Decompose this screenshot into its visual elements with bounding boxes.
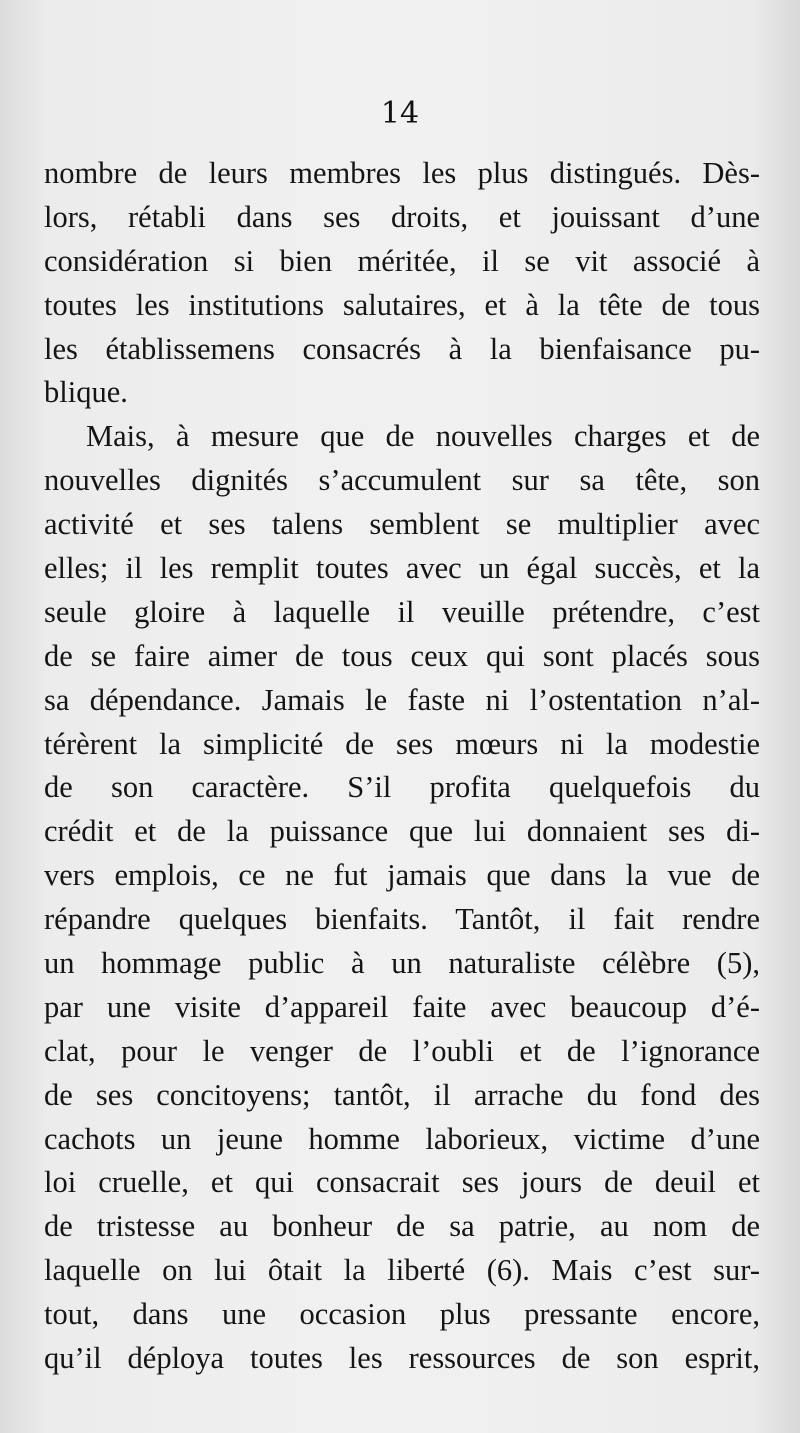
text-line: considération si bien méritée, il se vit associé à: [44, 243, 760, 278]
text-line: nombre de leurs membres les plus distingués. Dès-: [44, 156, 760, 190]
text-line: vers emplois, ce ne fut jamais que dans la vue de: [44, 858, 760, 893]
text-line: elles; il les remplit toutes avec un égal succès, et la: [44, 551, 760, 586]
text-line: activité et ses talens semblent se multiplier avec: [44, 507, 760, 542]
page-text: [44, 152, 760, 1381]
text-line: cachots un jeune homme laborieux, victime d’une: [44, 1121, 760, 1156]
text-line: blique.: [44, 375, 128, 410]
text-line: par une visite d’appareil faite avec beaucoup d’é-: [44, 989, 760, 1024]
text-line: laquelle on lui ôtait la liberté (6). Mais c’est sur-: [44, 1253, 760, 1288]
text-line: de se faire aimer de tous ceux qui sont placés sous: [44, 638, 760, 673]
text-line: Mais, à mesure que de nouvelles charges et de: [86, 419, 760, 454]
text-line: térèrent la simplicité de ses mœurs ni la modestie: [44, 726, 760, 761]
text-line: de ses concitoyens; tantôt, il arrache du fond des: [44, 1077, 760, 1112]
text-line: crédit et de la puissance que lui donnaient ses di-: [44, 814, 760, 849]
text-line: toutes les institutions salutaires, et à la tête de tous: [44, 287, 760, 322]
text-line: tout, dans une occasion plus pressante encore,: [44, 1297, 760, 1332]
text-line: lors, rétabli dans ses droits, et jouissant d’une: [44, 199, 760, 234]
text-line: les établissemens consacrés à la bienfaisance pu-: [44, 331, 760, 366]
text-line: nouvelles dignités s’accumulent sur sa tête, son: [44, 463, 760, 498]
text-line: loi cruelle, et qui consacrait ses jours de deuil et: [44, 1165, 760, 1200]
text-line: qu’il déploya toutes les ressources de son esprit,: [44, 1341, 760, 1376]
text-line: sa dépendance. Jamais le faste ni l’ostentation n’al-: [44, 682, 760, 717]
text-line: seule gloire à laquelle il veuille prétendre, c’est: [44, 594, 760, 629]
text-line: répandre quelques bienfaits. Tantôt, il fait rendre: [44, 902, 760, 937]
text-line: un hommage public à un naturaliste célèbre (5),: [44, 946, 760, 981]
text-line: clat, pour le venger de l’oubli et de l’ignorance: [44, 1033, 760, 1068]
page-number: 14: [380, 96, 420, 131]
text-line: de son caractère. S’il profita quelquefois du: [44, 770, 760, 805]
text-line: de tristesse au bonheur de sa patrie, au nom de: [44, 1209, 760, 1244]
